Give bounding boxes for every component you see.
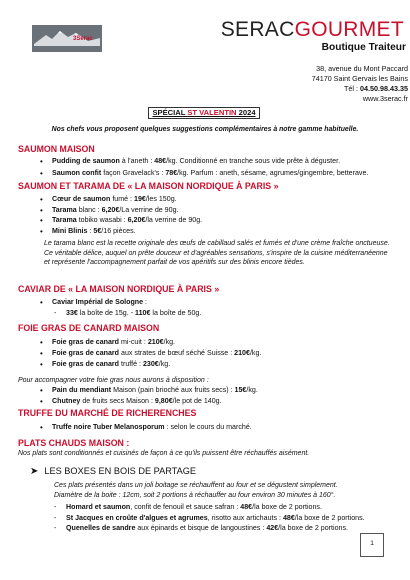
brand-name: SERACGOURMET (220, 18, 404, 41)
boxes-note-1: Ces plats présentés dans un joli boitage se réchauffent au four et se dégustent simplement. (54, 482, 338, 489)
list-item: • Foie gras de canard truffé : 230€/kg. (40, 360, 395, 370)
section-title-saumon: SAUMON MAISON (18, 144, 95, 154)
foie-list (40, 338, 395, 370)
list-item: - Quenelles de sandre aux épinards et bisque de langoustines : 42€/la boxe de 2 portions. (54, 524, 394, 534)
arrow-bullet-icon: ➤ (30, 466, 39, 477)
list-item: • Tarama blanc : 6,20€/La verrine de 90g. (40, 206, 395, 216)
foie-extras-list (40, 386, 395, 407)
price-row: - 33€ la boîte de 15g. - 110€ la boîte de 50g. (54, 309, 394, 319)
page-number: 1 (360, 533, 384, 557)
svg-text:3Serac: 3Serac (73, 36, 93, 42)
truffe-list (40, 423, 395, 433)
boxes-heading: ➤ LES BOXES EN BOIS DE PARTAGE (30, 466, 197, 477)
list-item: • Chutney de fruits secs Maison : 9,80€/le pot de 140g. (40, 397, 395, 407)
list-item: • Foie gras de canard mi-cuit : 210€/kg. (40, 338, 395, 348)
list-item: • Cœur de saumon fumé : 19€/les 150g. (40, 195, 395, 205)
logo (32, 25, 102, 52)
special-title: SPÉCIAL ST VALENTIN 2024 (148, 107, 260, 119)
list-item: • Foie gras de canard aux strates de bœuf séché Suisse : 210€/kg. (40, 349, 395, 359)
caviar-list (40, 298, 395, 308)
address-line-2: 74170 Saint Gervais les Bains (311, 74, 408, 83)
section-title-tarama: SAUMON ET TARAMA DE « LA MAISON NORDIQUE À PARIS » (18, 181, 279, 191)
list-item: • Truffe noire Tuber Melanosporum : selon le cours du marché. (40, 423, 395, 433)
website-link[interactable]: www.3serac.fr (362, 94, 408, 103)
list-item: • Tarama tobiko wasabi : 6,20€/la verrine de 90g. (40, 216, 395, 226)
list-item: • Pain du mendiant Maison (pain brioché aux fruits secs) : 15€/kg. (40, 386, 395, 396)
list-item: • Saumon confit façon Gravelack's : 78€/kg. Parfum : aneth, sésame, agrumes/gingembre, betterave. (40, 169, 395, 179)
list-item: • Pudding de saumon à l'aneth : 48€/kg. Conditionné en tranche sous vide prête à déguster. (40, 157, 395, 167)
brand-subtitle: Boutique Traiteur (321, 42, 406, 53)
list-item: • Caviar Impérial de Sologne : (40, 298, 395, 308)
section-title-caviar: CAVIAR DE « LA MAISON NORDIQUE À PARIS » (18, 284, 220, 294)
section-title-plats: PLATS CHAUDS MAISON : (18, 438, 130, 448)
intro-text: Nos chefs vous proposent quelques suggestions complémentaires à notre gamme habituelle. (51, 126, 359, 133)
phone-line: Tél : 04.50.98.43.35 (344, 84, 408, 93)
mountain-logo-icon (32, 25, 102, 52)
foie-accompaniment-intro: Pour accompagner votre foie gras nous aurons à disposition : (18, 377, 209, 384)
tarama-list (40, 195, 395, 236)
plats-note: Nos plats sont conditionnés et cuisinés de façon à ce qu'ils puissent être réchauffés aisément. (18, 450, 310, 457)
section-title-foie-gras: FOIE GRAS DE CANARD MAISON (18, 323, 160, 333)
caviar-prices (54, 309, 394, 319)
list-item: - Homard et saumon, confit de fenouil et sauce safran : 48€/la boxe de 2 portions. (54, 503, 394, 513)
address-block (210, 64, 408, 104)
boxes-note-2: Diamètre de la boite : 12cm, soit 2 portions à réchauffer au four environ 30 minutes à 160°. (54, 492, 336, 499)
address-line-1: 38, avenue du Mont Paccard (316, 64, 408, 73)
list-item: - St Jacques en croûte d'algues et agrumes, risotto aux artichauts : 48€/la boxe de 2 portions. (54, 514, 394, 524)
tarama-note: Le tarama blanc est la recette originale des œufs de cabillaud salés et fumés et d'une crème fraîche onctueuse. Ce véritable délice, auquel on prête douceur et d'agréables sensations, s'inspire de la cuisine méditerranéenne et représente l'accompagnement parfait de vos apéritifs sur des blinis encore tièdes. (44, 240, 390, 266)
section-title-truffe: TRUFFE DU MARCHÉ DE RICHERENCHES (18, 408, 197, 418)
phone-number[interactable]: 04.50.98.43.35 (360, 84, 408, 93)
boxes-list (54, 503, 394, 534)
saumon-list (40, 157, 395, 178)
list-item: • Mini Blinis : 5€/16 pièces. (40, 227, 395, 237)
